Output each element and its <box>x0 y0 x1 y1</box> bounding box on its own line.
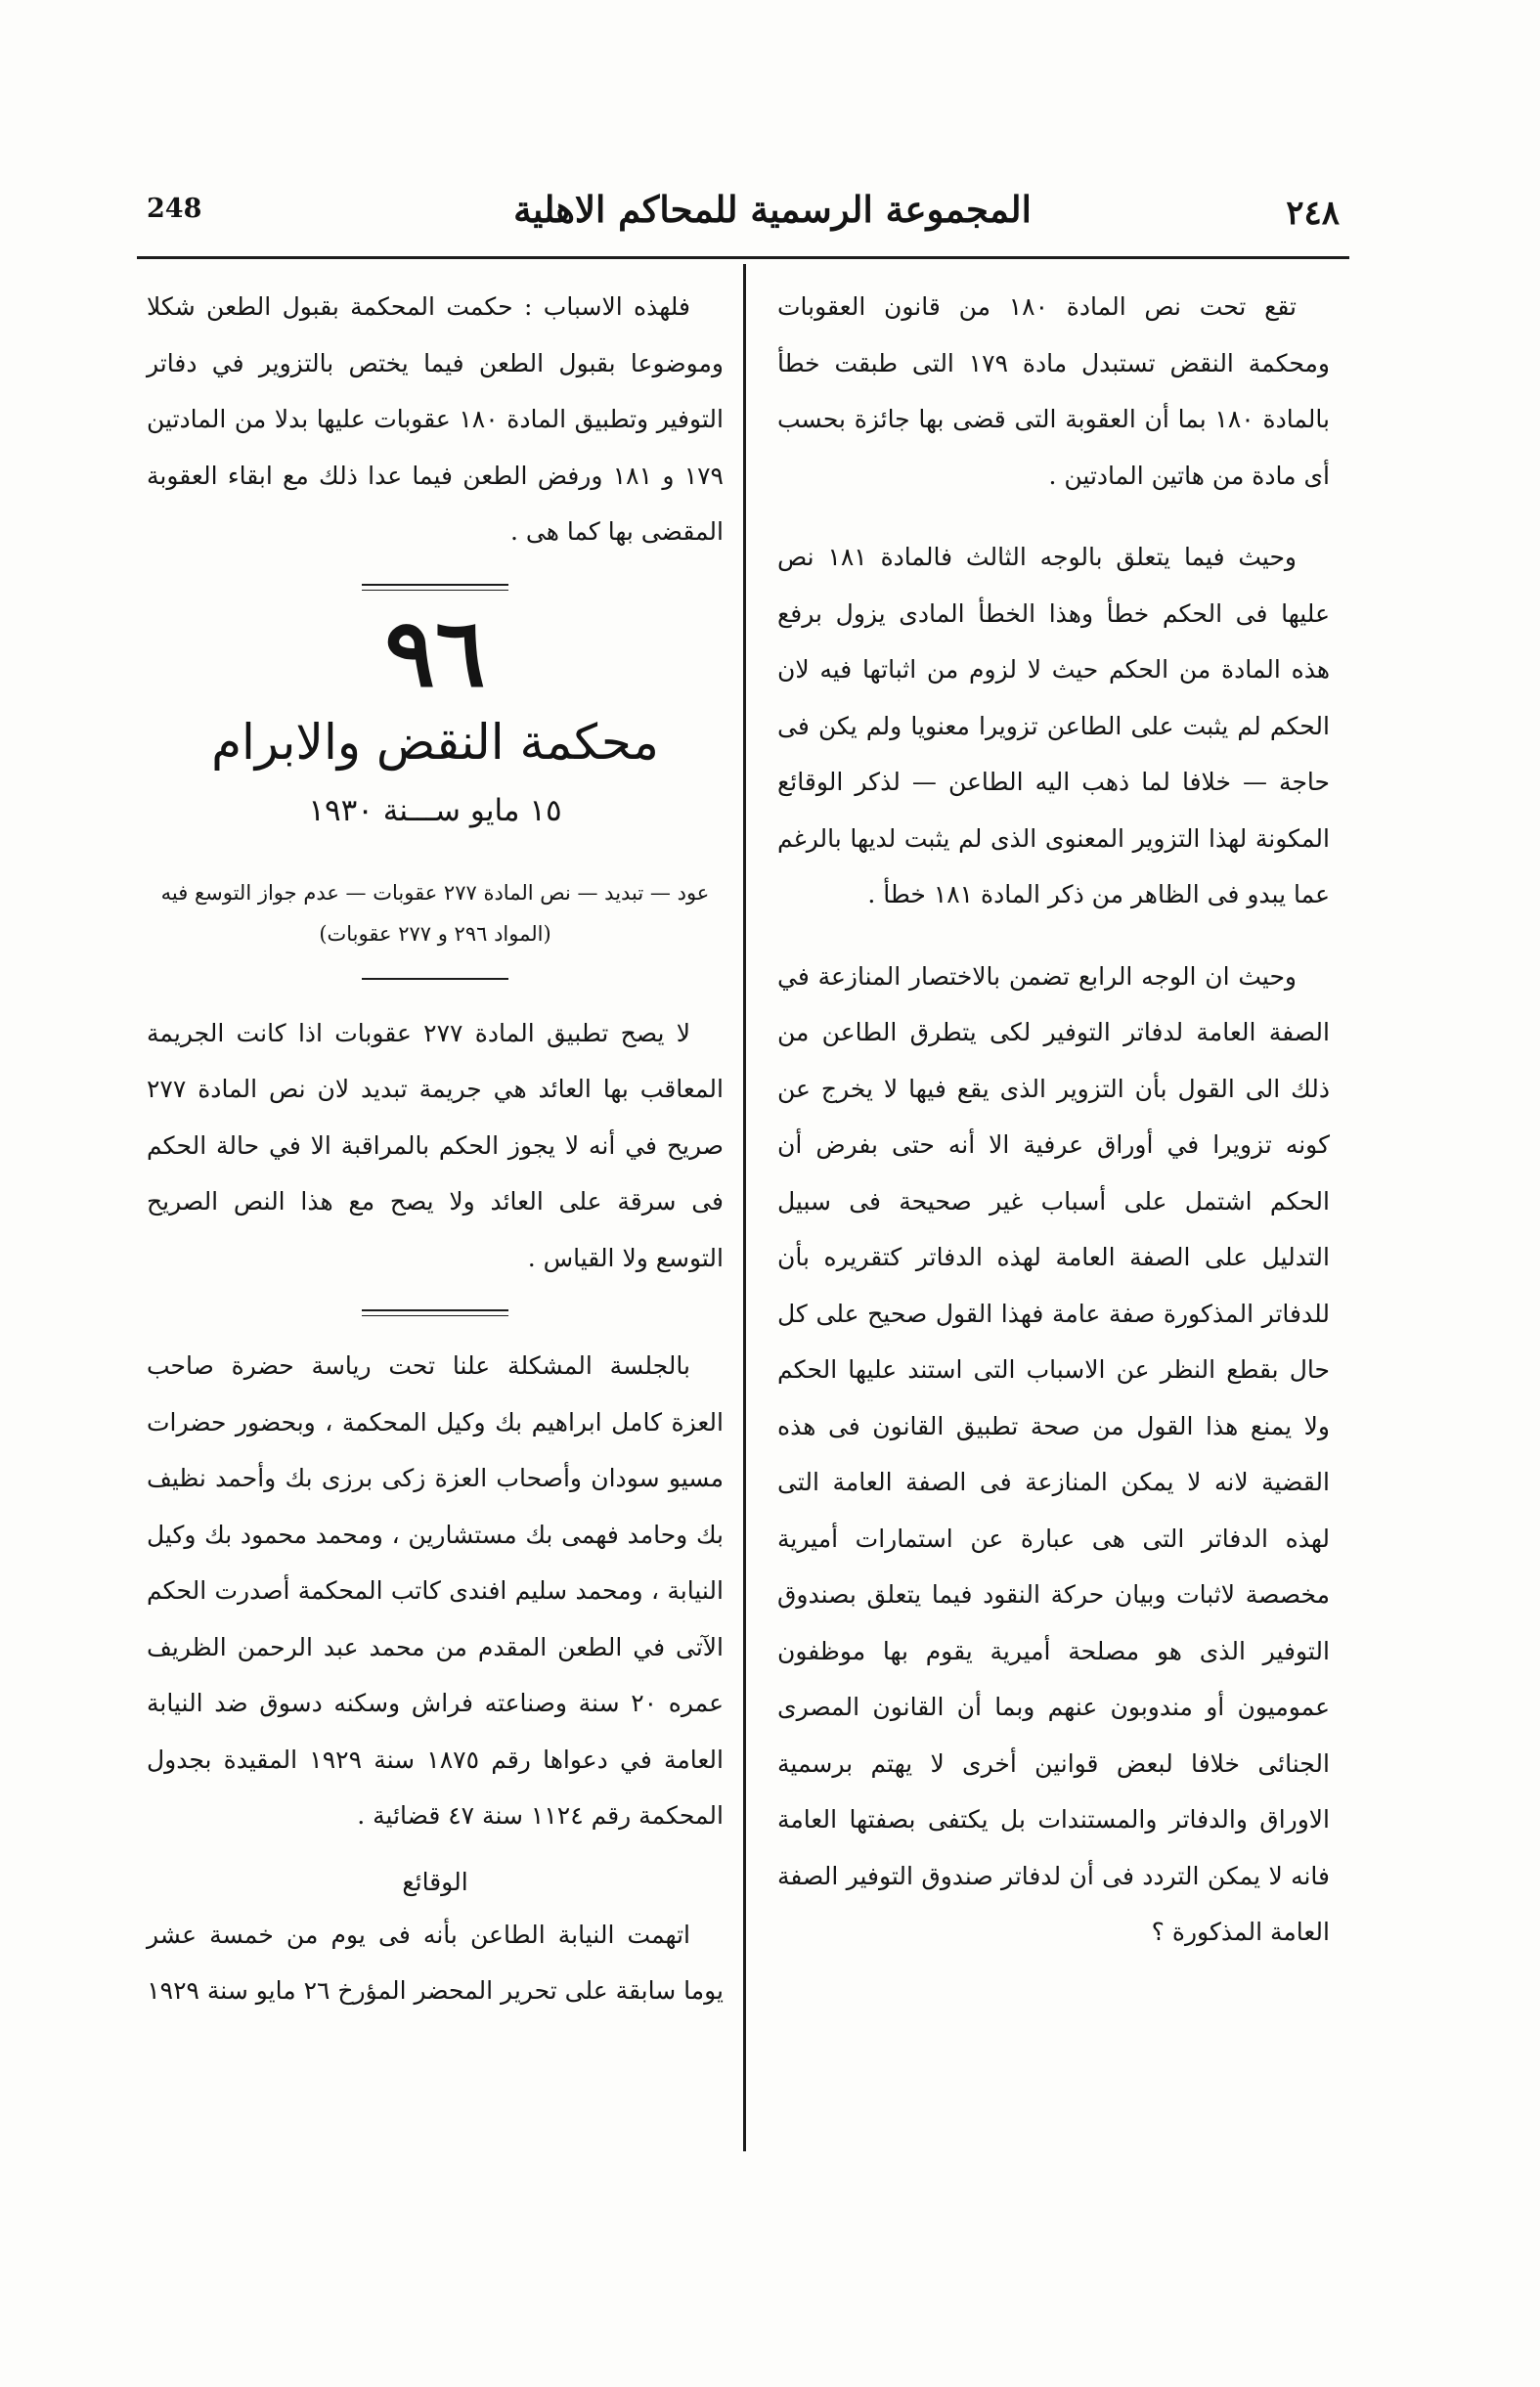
ruling-block <box>147 1005 724 1287</box>
right-paragraph-3: وحيث ان الوجه الرابع تضمن بالاختصار المنازعة في الصفة العامة لدفاتر التوفير لكى يتطرق الطاعن من ذلك الى القول بأن التزوير الذى يقع فيها لا يخرج عن كونه تزويرا في أوراق عرفية الا أنه حتى بفرض أن الحكم اشتمل على أسباب غير صحيحة فى سبيل التدليل على الصفة العامة لهذه الدفاتر كتقريره بأن للدفاتر المذكورة صفة عامة فهذا القول صحيح على كل حال بقطع النظر عن الاسباب التى استند عليها الحكم ولا يمنع هذا القول من صحة تطبيق القانون فى هذه القضية لانه لا يمكن المنازعة فى الصفة العامة التى لهذه الدفاتر التى هى عبارة عن استمارات أميرية مخصصة لاثبات وبيان حركة النقود فيما يتعلق بصندوق التوفير الذى هو مصلحة أميرية يقوم بها موظفون عموميون أو مندوبون عنهم وبما أن القانون المصرى الجنائى خلافا لبعض قوانين أخرى لا يهتم برسمية الاوراق والدفاتر والمستندات بل يكتفى بصفتها العامة فانه لا يمكن التردد فى أن لدفاتر صندوق التوفير الصفة العامة المذكورة ؟ <box>777 961 1330 1946</box>
facts-paragraph: اتهمت النيابة الطاعن بأنه فى يوم من خمسة عشر يوما سابقة على تحرير المحضر المؤرخ ٢٦ مايو سنة ١٩٢٩ <box>147 1920 724 2005</box>
ruling-paragraph: لا يصح تطبيق المادة ٢٧٧ عقوبات اذا كانت الجريمة المعاقب بها العائد هي جريمة تبديد لان نص المادة ٢٧٧ صريح في أنه لا يجوز الحكم بالمراقبة الا في حالة الحكم فى سرقة على العائد ولا يصح مع هذا النص الصريح التوسع ولا القياس . <box>147 1018 724 1272</box>
case-summary-line-2: (المواد ٢٩٦ و ٢٧٧ عقوبات) <box>319 921 551 946</box>
right-column <box>777 279 1330 1961</box>
page-number-latin: 248 <box>147 194 202 224</box>
header-rule <box>137 256 1349 259</box>
column-divider <box>743 264 746 2151</box>
page-number-arabic: ٢٤٨ <box>1286 194 1340 233</box>
journal-title: المجموعة الرسمية للمحاكم الاهلية <box>513 188 1032 231</box>
closing-paragraph: فلهذه الاسباب : حكمت المحكمة بقبول الطعن شكلا وموضوعا بقبول الطعن فيما يختص بالتزوير في دفاتر التوفير وتطبيق المادة ١٨٠ عقوبات عليها بدلا من المادتين ١٧٩ و ١٨١ ورفض الطعن فيما عدا ذلك مع ابقاء العقوبة المقضى بها كما هى . <box>147 292 724 546</box>
court-name: محكمة النقض والابرام <box>211 713 659 771</box>
ruling-divider <box>362 1309 508 1316</box>
right-paragraph-2: وحيث فيما يتعلق بالوجه الثالث فالمادة ١٨١ نص عليها فى الحكم خطأ وهذا الخطأ المادى يزول برفع هذه المادة من الحكم حيث لا لزوم من اثباتها فيه لان الحكم لم يثبت على الطاعن تزويرا معنويا ولم يكن فى حاجة — خلافا لما ذهب اليه الطاعن — لذكر الوقائع المكونة لهذا التزوير المعنوى الذى لم يثبت لديها بالرغم عما يبدو فى الظاهر من ذكر المادة ١٨١ خطأ . <box>777 543 1330 908</box>
case-number: ٩٦ <box>384 597 486 708</box>
case-summary-line-1: عود — تبديد — نص المادة ٢٧٧ عقوبات — عدم جواز التوسع فيه <box>160 880 710 905</box>
session-block <box>147 1338 724 1844</box>
facts-block <box>147 1907 724 2019</box>
session-paragraph: بالجلسة المشكلة علنا تحت رياسة حضرة صاحب العزة كامل ابراهيم بك وكيل المحكمة ، وبحضور حضرات مسيو سودان وأصحاب العزة زكى برزى بك وأحمد نظيف بك وحامد فهمى بك مستشارين ، ومحمد محمود بك وكيل النيابة ، ومحمد سليم افندى كاتب المحكمة أصدرت الحكم الآتى في الطعن المقدم من محمد عبد الرحمن الظريف عمره ٢٠ سنة وصناعته فراش وسكنه دسوق ضد النيابة العامة في دعواها رقم ١٨٧٥ سنة ١٩٢٩ المقيدة بجدول المحكمة رقم ١١٢٤ سنة ٤٧ قضائية . <box>147 1351 725 1830</box>
right-paragraph-1: تقع تحت نص المادة ١٨٠ من قانون العقوبات ومحكمة النقض تستبدل مادة ١٧٩ التى طبقت خطأ بالمادة ١٨٠ بما أن العقوبة التى قضى بها جائزة بحسب أى مادة من هاتين المادتين . <box>777 292 1331 490</box>
section-divider <box>362 584 508 591</box>
case-summary <box>147 872 724 954</box>
summary-divider <box>362 978 508 980</box>
left-column <box>147 279 724 2019</box>
facts-heading: الوقائع <box>402 1867 468 1896</box>
case-date: ١٥ مايو ســـنة ١٩٣٠ <box>308 792 562 828</box>
